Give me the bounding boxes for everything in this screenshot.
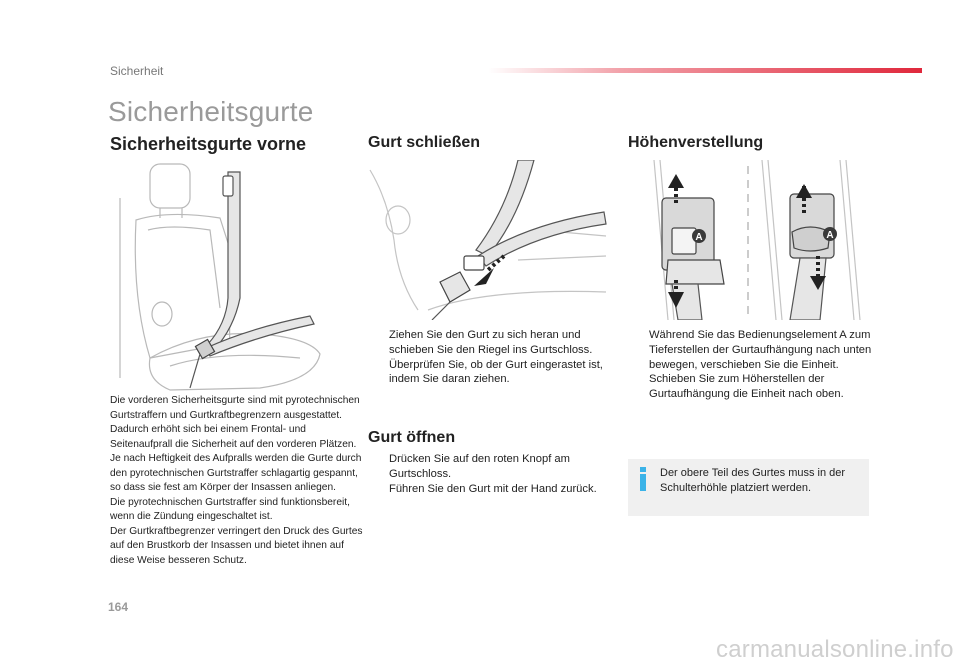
front-para-3: Die pyrotechnischen Gurtstraffer sind funktionsbereit, wenn die Zündung eingeschaltet ist. xyxy=(110,496,350,522)
section-label: Sicherheit xyxy=(110,64,164,78)
height-adjust-steps xyxy=(629,328,874,402)
front-belts-text xyxy=(110,394,365,568)
list-item: Führen Sie den Gurt mit der Hand zurück. xyxy=(389,482,597,495)
seat-belt-illustration xyxy=(110,158,342,394)
list-item: Drücken Sie auf den roten Knopf am Gurtschloss. xyxy=(389,453,570,480)
list-item: Ziehen Sie den Gurt zu sich heran und schieben Sie den Riegel ins Gurtschloss. xyxy=(389,329,593,356)
unfasten-steps xyxy=(369,452,614,496)
unfasten-heading: Gurt öffnen xyxy=(368,429,456,446)
info-box xyxy=(628,459,869,516)
height-adjust-illustration xyxy=(640,160,870,320)
info-icon xyxy=(638,467,648,491)
info-text: Der obere Teil des Gurtes muss in der Schulterhöhle platziert werden. xyxy=(660,467,846,494)
control-a-label: A xyxy=(695,232,703,243)
list-item: Schieben Sie zum Höherstellen der Gurtaufhängung die Einheit nach oben. xyxy=(649,373,844,401)
list-item: Während Sie das Bedienungselement A zum Tieferstellen der Gurtaufhängung nach unten bewegen, verschieben Sie die Einheit. xyxy=(649,329,872,371)
height-adjust-heading: Höhenverstellung xyxy=(628,134,764,151)
list-item: Überprüfen Sie, ob der Gurt eingerastet ist, indem Sie daran ziehen. xyxy=(389,358,603,386)
watermark: carmanualsonline.info xyxy=(716,636,954,663)
fasten-illustration xyxy=(368,160,608,320)
control-a-label-right: A xyxy=(826,230,834,241)
fasten-steps xyxy=(369,328,614,387)
front-para-1: Die vorderen Sicherheitsgurte sind mit pyrotechnischen Gurtstraffern und Gurtkraftbegrenzern ausgestattet. xyxy=(110,395,360,421)
front-belts-heading: Sicherheitsgurte vorne xyxy=(110,134,307,154)
fasten-heading: Gurt schließen xyxy=(368,134,481,151)
front-para-4: Der Gurtkraftbegrenzer verringert den Druck des Gurtes auf den Brustkorb der Insassen und bietet ihnen auf diese Weise besseren Schutz. xyxy=(110,525,363,566)
page-title: Sicherheitsgurte xyxy=(108,96,314,127)
page-number: 164 xyxy=(108,600,129,614)
front-para-2: Dadurch erhöht sich bei einem Frontal- und Seitenaufprall die Sicherheit auf den vorderen Plätzen. Je nach Heftigkeit des Aufpralls werden die Gurte durch den pyrotechnischen Gurtstraffer schlagartig gespannt, so dass sie fest am Körper der Insassen anliegen. xyxy=(110,424,362,493)
header-accent-bar xyxy=(488,68,922,73)
